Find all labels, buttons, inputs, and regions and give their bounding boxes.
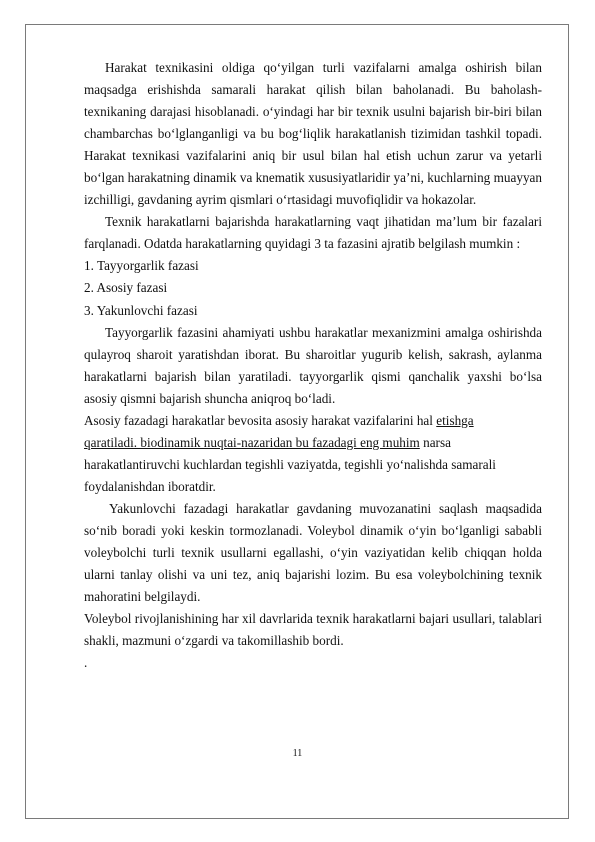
- main-phase-underlined-1: etishga: [436, 412, 474, 428]
- paragraph-final-phase: Yakunlovchi fazadagi harakatlar gavdaning muvozanatini saqlash maqsadida so‘nib boradi yoki keskin tormozlanadi. Voleybol dinamik o‘yin bo‘lganligi sababli voleybolchi turli texnik usullarni egallashi, o‘yin vaziyatidan kelib chiqqan holda ularni tanlay olishi va uni tez, aniq bajarishi lozim. Bu esa voleybolchining texnik mahoratini belgilaydi.: [84, 500, 542, 605]
- paragraph-volleyball-development: Voleybol rivojlanishining har xil davrlarida texnik harakatlarni bajari usullari, talablari shakli, mazmuni o‘zgardi va takomillashib bordi.: [84, 611, 542, 649]
- main-phase-text-start: Asosiy fazadagi harakatlar bevosita asosiy harakat vazifalarini hal: [84, 412, 437, 428]
- trailing-mark: .: [84, 655, 88, 671]
- paragraph-technique-intro: Harakat texnikasini oldiga qo‘yilgan turli vazifalarni amalga oshirish bilan maqsadga erishishda samarali harakat qilish bilan baholanadi. Bu baholash-texnikaning darajasi hisoblanadi. o‘yindagi har bir texnik usulni bajarish bir-biri bilan chambarchas bo‘lglanganligi va bu bog‘liqlik harakatlanish tizimidan tashkil topadi. Harakat texnikasi vazifalarini aniq bir usul bilan hal etish uchun zarur va yetarli bo‘lgan harakatning dinamik va knematik xususiyatlaridir ya’ni, kuchlarning muayyan izchilligi, gavdaning ayrim qismlari o‘rtasidagi muvofiqlidir va hokazolar.: [84, 60, 542, 208]
- paragraph-phases-intro: Texnik harakatlarni bajarishda harakatlarning vaqt jihatidan ma’lum bir fazalari farqlanadi. Odatda harakatlarning quyidagi 3 ta fazasini ajratib belgilash mumkin :: [84, 214, 542, 252]
- main-phase-underlined-2: qaratiladi. biodinamik nuqtai-nazaridan bu fazadagi eng muhim: [84, 434, 420, 450]
- main-phase-text-end: narsa harakatlantiruvchi kuchlardan tegishli vaziyatda, tegishli yo‘nalishda samarali foydalanishdan iboratdir.: [84, 434, 496, 494]
- paragraph-main-phase: [84, 410, 542, 498]
- list-item-phase-2: 2. Asosiy fazasi: [84, 280, 168, 296]
- paragraph-preparation-phase: Tayyorgarlik fazasini ahamiyati ushbu harakatlar mexanizmini amalga oshirishda qulayroq sharoit yaratishdan iborat. Bu sharoitlar yugurib kelish, sakrash, aylanma harakatlarni bajarish bilan yaratiladi. tayyorgarlik qismi qanchalik yaxshi bo‘lsa asosiy qismni bajarish shuncha aniqroq bo‘ladi.: [84, 324, 542, 406]
- list-item-phase-3: 3. Yakunlovchi fazasi: [84, 302, 198, 318]
- document-body: [84, 57, 542, 674]
- page-number: 11: [292, 748, 303, 759]
- list-item-phase-1: 1. Tayyorgarlik fazasi: [84, 258, 199, 274]
